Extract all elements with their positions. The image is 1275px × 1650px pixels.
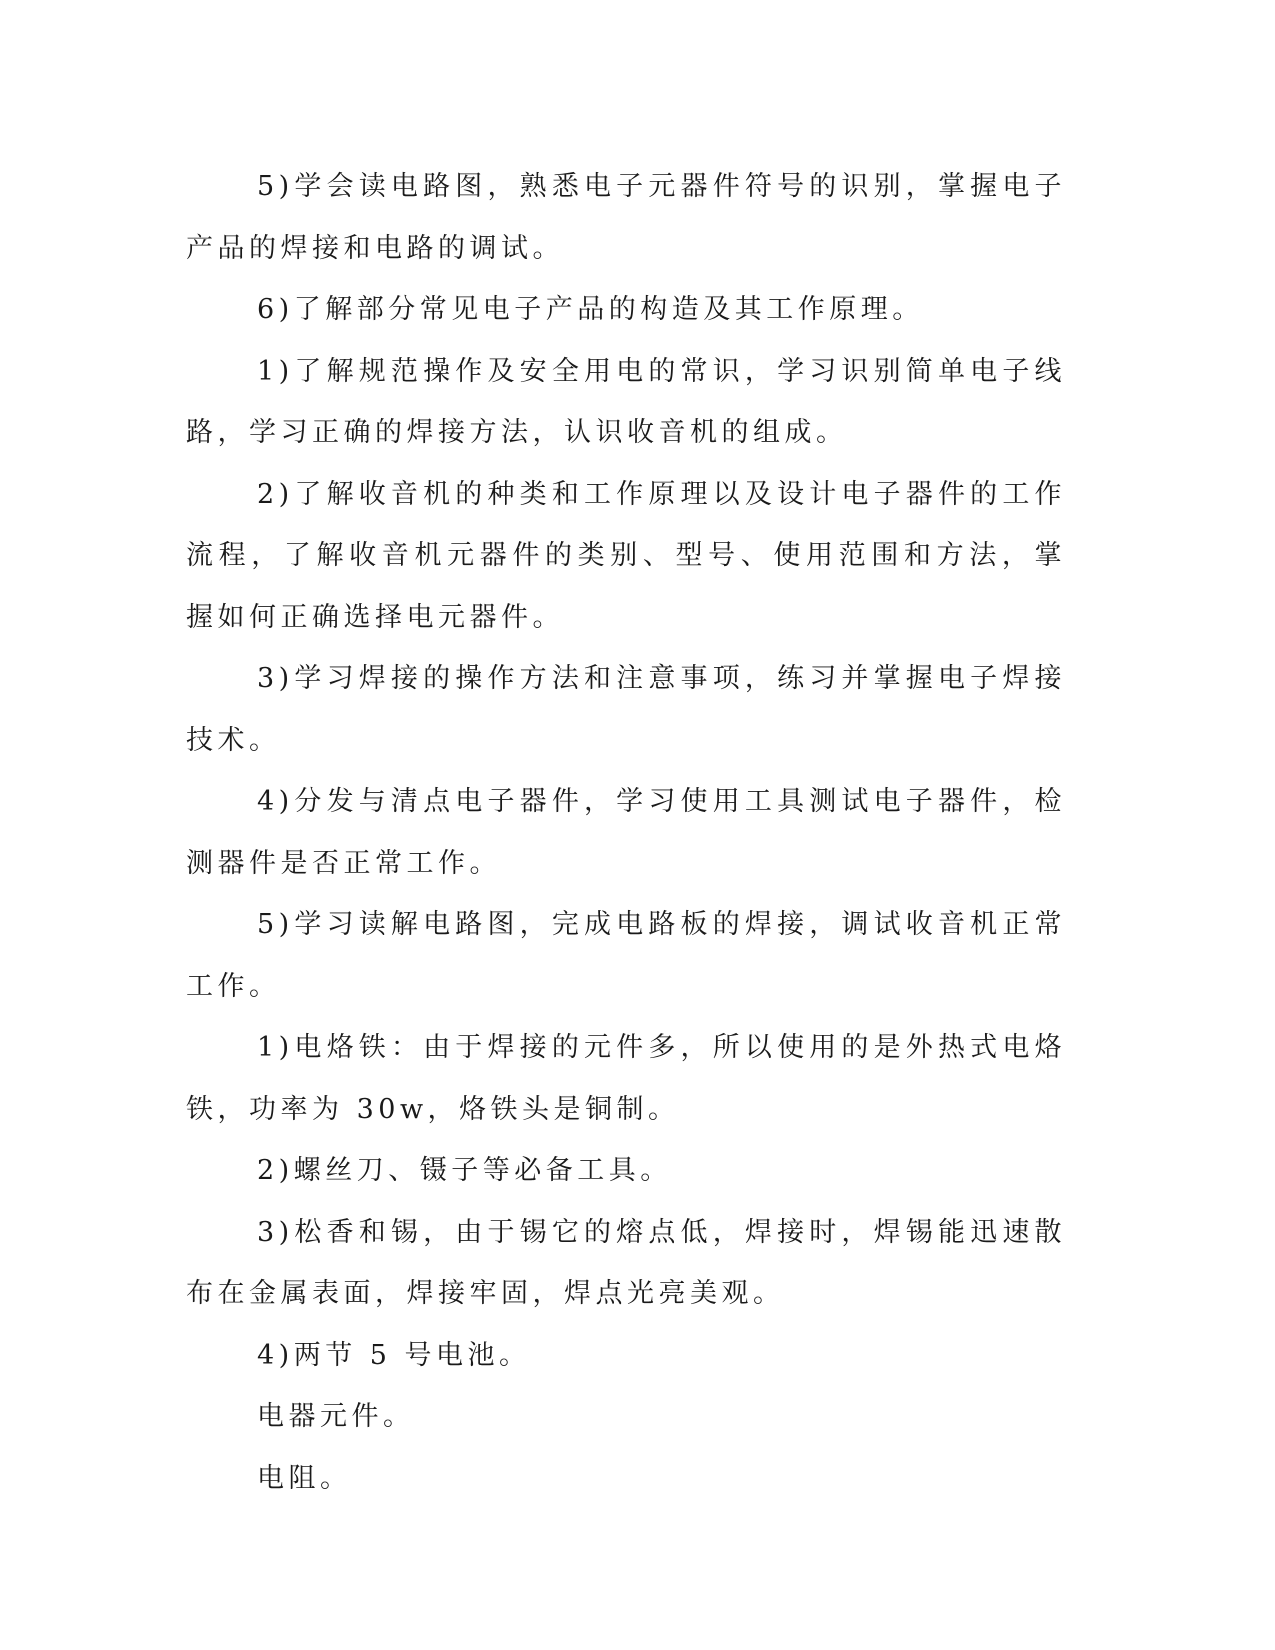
paragraph-components: 电器元件。 — [257, 1401, 415, 1432]
paragraph-resistor: 电阻。 — [257, 1462, 352, 1494]
paragraph-step-1: 1)了解规范操作及安全用电的常识，学习识别简单电子线路，学习正确的焊接方法，认识收音机的组成。 — [186, 355, 1066, 448]
paragraph-tool-4: 4)两节 5 号电池。 — [257, 1339, 531, 1371]
document-body — [186, 156, 1066, 1509]
paragraph-step-3: 3)学习焊接的操作方法和注意事项，练习并掌握电子焊接技术。 — [186, 663, 1066, 756]
paragraph-tool-1: 1)电烙铁：由于焊接的元件多，所以使用的是外热式电烙铁，功率为 30w，烙铁头是铜制。 — [186, 1032, 1066, 1125]
paragraph-objective-6: 6)了解部分常见电子产品的构造及其工作原理。 — [257, 294, 924, 325]
paragraph-tool-2: 2)螺丝刀、镊子等必备工具。 — [257, 1155, 672, 1186]
paragraph-step-5: 5)学习读解电路图，完成电路板的焊接，调试收音机正常工作。 — [186, 909, 1066, 1002]
paragraph-step-2: 2)了解收音机的种类和工作原理以及设计电子器件的工作流程，了解收音机元器件的类别、型号、使用范围和方法，掌握如何正确选择电元器件。 — [186, 478, 1066, 633]
paragraph-tool-3: 3)松香和锡，由于锡它的熔点低，焊接时，焊锡能迅速散布在金属表面，焊接牢固，焊点光亮美观。 — [186, 1216, 1066, 1309]
paragraph-step-4: 4)分发与清点电子器件，学习使用工具测试电子器件，检测器件是否正常工作。 — [186, 786, 1066, 879]
paragraph-objective-5: 5)学会读电路图，熟悉电子元器件符号的识别，掌握电子产品的焊接和电路的调试。 — [186, 171, 1066, 264]
